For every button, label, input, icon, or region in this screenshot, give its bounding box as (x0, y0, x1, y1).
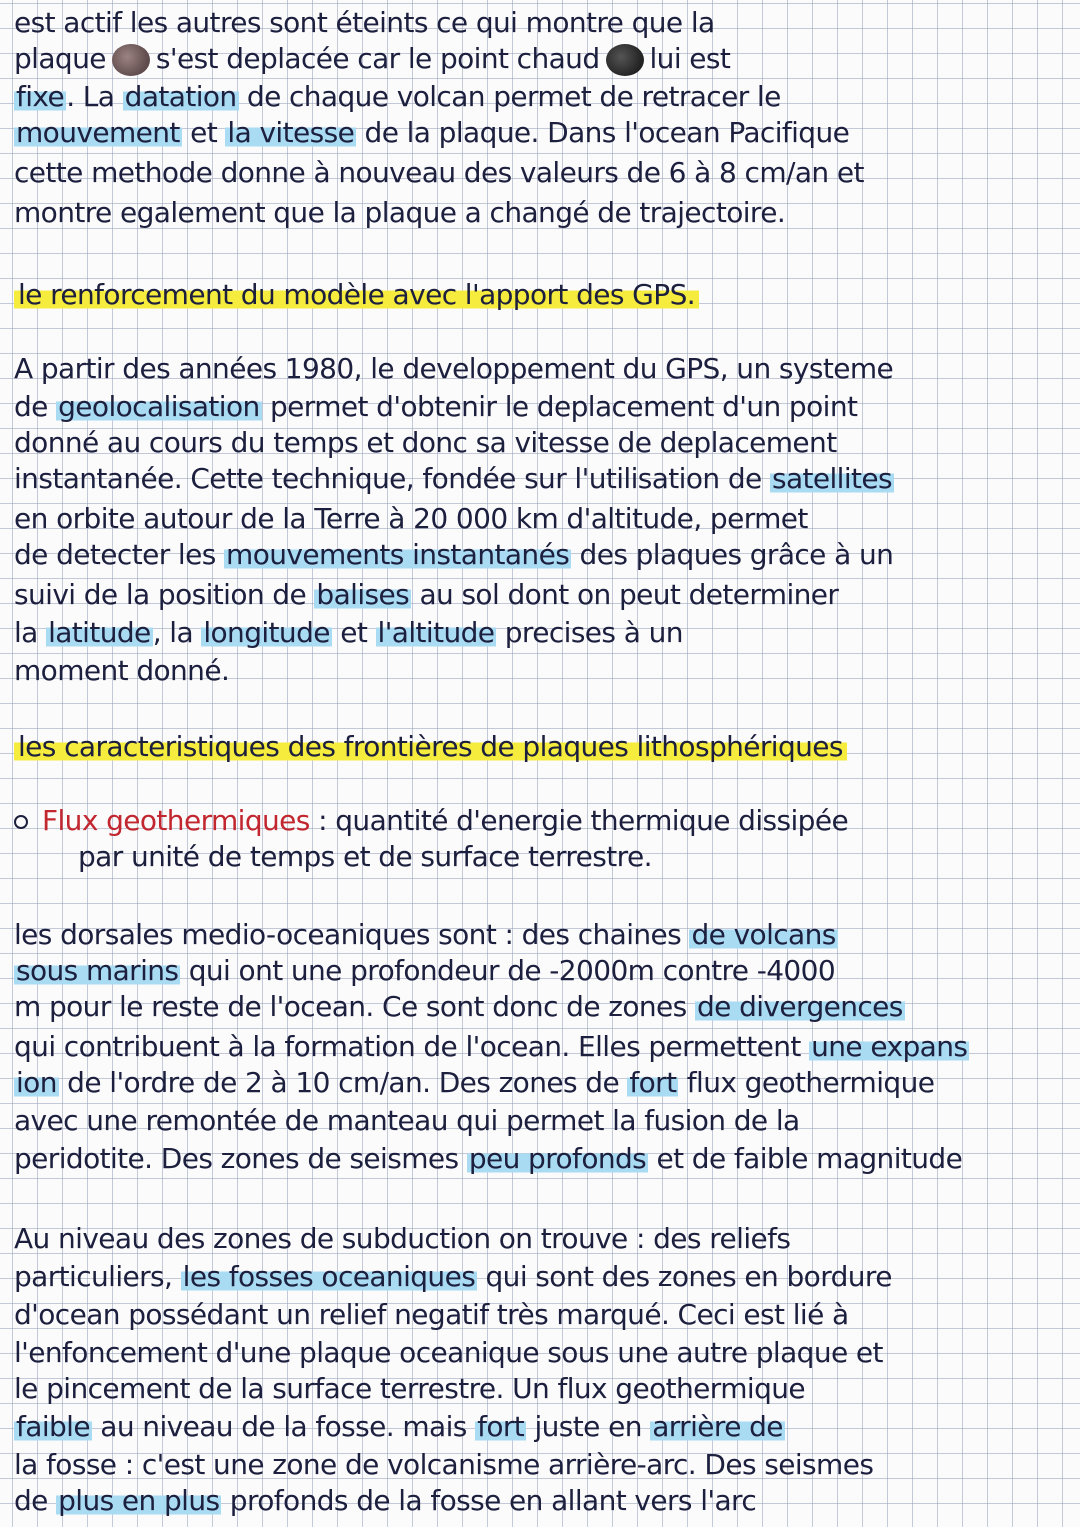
subduction-line-2: particuliers, les fosses oceaniques qui sont des zones en bordure (14, 1260, 892, 1293)
hotspot-dot-icon (606, 44, 644, 76)
gps-line-5: en orbite autour de la Terre à 20 000 km d'altitude, permet (14, 502, 808, 535)
definition-term: Flux geothermiques (42, 804, 310, 837)
ridge-line-6: avec une remontée de manteau qui permet la fusion de la (14, 1104, 800, 1137)
frontiers-heading: les caracteristiques des frontières de plaques lithosphériques (14, 730, 1070, 764)
subduction-line-4: l'enfoncement d'une plaque oceanique sous une autre plaque et (14, 1336, 883, 1369)
gps-line-9: moment donné. (14, 654, 230, 687)
gps-line-6: de detecter les mouvements instantanés des plaques grâce à un (14, 538, 894, 571)
intro-line-6: montre egalement que la plaque a changé de trajectoire. (14, 196, 786, 229)
ridge-line-1: les dorsales medio-oceaniques sont : des chaines de volcans (14, 918, 836, 951)
subduction-line-5: le pincement de la surface terrestre. Un flux geothermique (14, 1372, 806, 1405)
subduction-line-7: la fosse : c'est une zone de volcanisme arrière-arc. Des seismes (14, 1448, 874, 1481)
intro-line-3: fixe. La datation de chaque volcan permet de retracer le (16, 80, 781, 113)
geothermal-definition-line-1: Flux geothermiques : quantité d'energie thermique dissipée (14, 804, 1070, 838)
intro-line-2: plaque s'est deplacée car le point chaud lui est (14, 42, 731, 75)
subduction-line-1: Au niveau des zones de subduction on trouve : des reliefs (14, 1222, 791, 1255)
ridge-line-7: peridotite. Des zones de seismes peu profonds et de faible magnitude (14, 1142, 963, 1175)
plate-dot-icon (112, 44, 150, 76)
intro-line-4: mouvement et la vitesse de la plaque. Dans l'ocean Pacifique (16, 116, 850, 149)
gps-line-3: donné au cours du temps et donc sa vitesse de deplacement (14, 426, 837, 459)
gps-line-4: instantanée. Cette technique, fondée sur l'utilisation de satellites (14, 462, 893, 495)
geothermal-definition-line-2: par unité de temps et de surface terrestre. (78, 840, 652, 873)
gps-line-2: de geolocalisation permet d'obtenir le deplacement d'un point (14, 390, 858, 423)
subduction-line-6: faible au niveau de la fosse. mais fort juste en arrière de (16, 1410, 783, 1443)
ridge-line-5: ion de l'ordre de 2 à 10 cm/an. Des zones de fort flux geothermique (16, 1066, 935, 1099)
ridge-line-2: sous marins qui ont une profondeur de -2000m contre -4000 (16, 954, 836, 987)
gps-line-1: A partir des années 1980, le developpement du GPS, un systeme (14, 352, 894, 385)
subduction-line-3: d'ocean possédant un relief negatif très marqué. Ceci est lié à (14, 1298, 849, 1331)
gps-heading: le renforcement du modèle avec l'apport des GPS. (14, 278, 1070, 312)
ridge-line-3: m pour le reste de l'ocean. Ce sont donc de zones de divergences (14, 990, 903, 1023)
subduction-line-8: de plus en plus profonds de la fosse en allant vers l'arc (14, 1484, 757, 1517)
gps-line-8: la latitude, la longitude et l'altitude precises à un (14, 616, 683, 649)
intro-line-5: cette methode donne à nouveau des valeurs de 6 à 8 cm/an et (14, 156, 864, 189)
gps-line-7: suivi de la position de balises au sol dont on peut determiner (14, 578, 839, 611)
bullet-icon (14, 815, 28, 829)
intro-line-1: est actif les autres sont éteints ce qui montre que la (14, 6, 715, 39)
ridge-line-4: qui contribuent à la formation de l'ocean. Elles permettent une expans (14, 1030, 968, 1063)
